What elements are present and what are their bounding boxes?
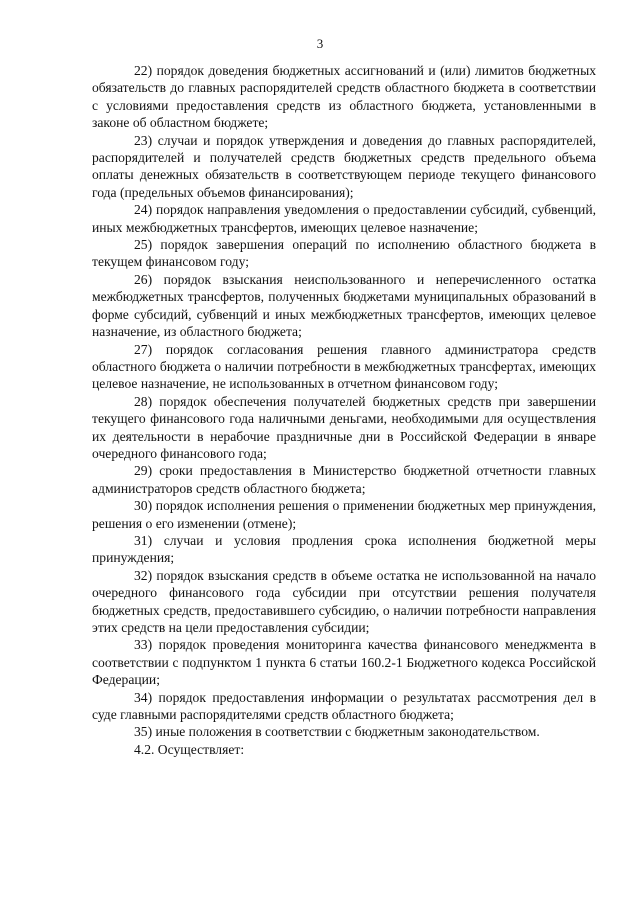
section-heading-4-2: 4.2. Осуществляет: [134,741,245,757]
list-item-24: 24) порядок направления уведомления о предоставлении субсидий, субвенций, иных межбюджетных трансфертов, имеющих целевое назначение; [92,202,596,235]
page-number: 3 [316,36,324,51]
list-item-31: 31) случаи и условия продления срока исполнения бюджетной меры принуждения; [92,532,596,566]
list-item-34: 34) порядок предоставления информации о результатах рассмотрения дел в суде главными распорядителями средств областного бюджета; [92,689,596,723]
list-item-33: 33) порядок проведения мониторинга качества финансового менеджмента в соответствии с подпунктом 1 пункта 6 статьи 160.2-1 Бюджетного кодекса Российской Федерации; [92,637,596,688]
list-item-32: 32) порядок взыскания средств в объеме остатка не использованной на начало очередного финансового года субсидии при отсутствии решения получателя бюджетных средств, предоставившего субсидию, о наличии потребности направления этих средств на цели предоставления субсидии; [92,567,596,635]
list-item-22: 22) порядок доведения бюджетных ассигнований и (или) лимитов бюджетных обязательств до главных распорядителей средств областного бюджета в соответствии с условиями предоставления средств из областного бюджета, установленными в законе об областном бюджете; [92,63,596,131]
list-item-28: 28) порядок обеспечения получателей бюджетных средств при завершении текущего финансового года наличными деньгами, необходимыми для осуществления их деятельности в нерабочие праздничные дни в Российской Федерации в январе очередного финансового года; [92,393,596,461]
list-item-35: 35) иные положения в соответствии с бюджетным законодательством. [134,724,540,740]
list-item-23: 23) случаи и порядок утверждения и доведения до главных распорядителей, распорядителей и получателей средств бюджетных средств предельного объема оплаты денежных обязательств в соответствующем периоде текущего финансового года (предельных объемов финансирования); [92,132,596,200]
list-item-27: 27) порядок согласования решения главного администратора средств областного бюджета о наличии потребности в межбюджетных трансфертах, имеющих целевое назначение, не использованных в отчетном финансовом году; [92,341,596,392]
list-item-29: 29) сроки предоставления в Министерство бюджетной отчетности главных администраторов средств областного бюджета; [92,463,596,496]
list-item-26: 26) порядок взыскания неиспользованного и неперечисленного остатка межбюджетных трансфертов, полученных бюджетами муниципальных образований в форме субсидий, субвенций и иных межбюджетных трансфертов, имеющих целевое назначение, из областного бюджета; [92,271,596,340]
list-item-30: 30) порядок исполнения решения о применении бюджетных мер принуждения, решения о его изменении (отмене); [92,498,596,531]
list-item-25: 25) порядок завершения операций по исполнению областного бюджета в текущем финансовом году; [92,237,596,270]
document-body [92,62,596,758]
